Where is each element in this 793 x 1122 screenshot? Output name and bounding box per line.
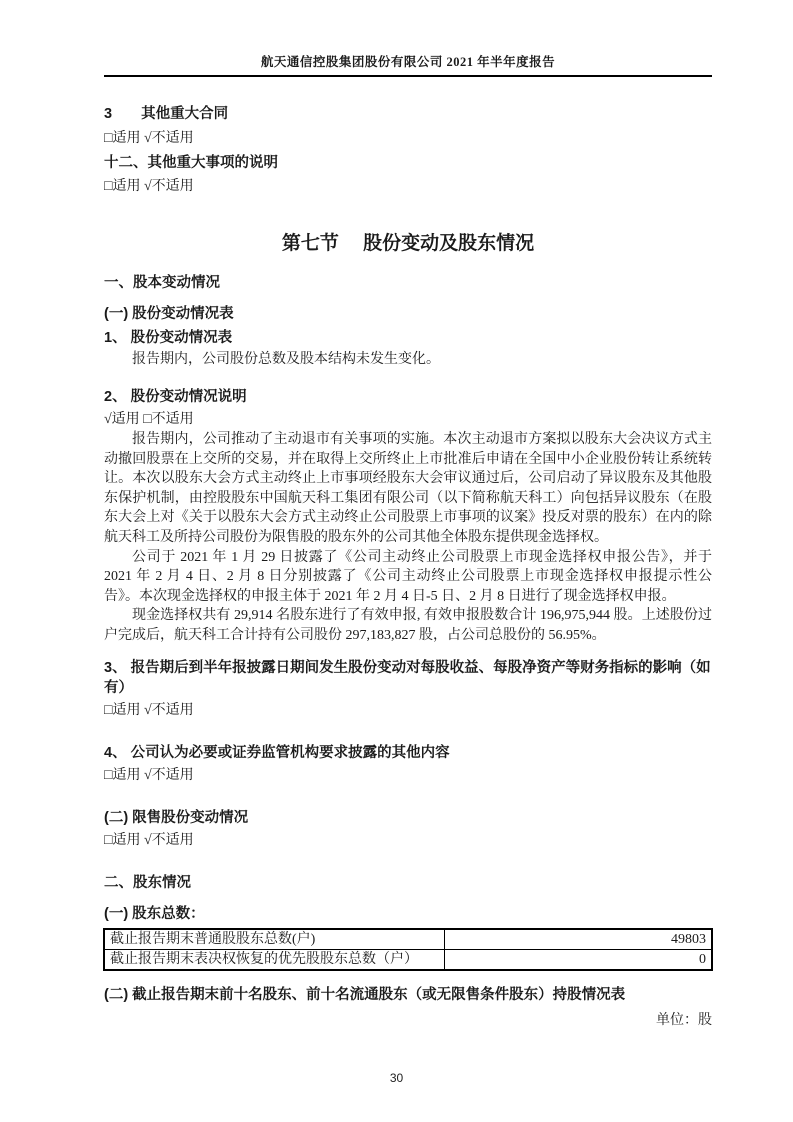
heading-top10-shareholders: (二) 截止报告期末前十名股东、前十名流通股东（或无限售条件股东）持股情况表 xyxy=(104,986,626,1003)
page-number: 30 xyxy=(389,1071,404,1085)
heading-shareholder-total: (一) 股东总数： xyxy=(104,905,205,922)
heading-other-disclosure: 4、 公司认为必要或证券监管机构要求披露的其他内容 xyxy=(104,744,450,761)
table-row xyxy=(105,949,712,969)
paragraph-cash-option-announcements: 公司于 2021 年 1 月 29 日披露了《公司主动终止公司股票上市现金选择权申报公告》，并于 2021 年 2 月 4 日、2 月 8 日分别披露了《公司主动终止公司股票上市现金选择权申报提示性公告》。本次现金选择权的申报主体于 2021 年 2 月 4 日-5 日、2 月 8 日进行了现金选择权申报。 xyxy=(104,549,712,604)
row-label-ordinary-shareholders: 截止报告期末普通股股东总数(户) xyxy=(105,929,445,949)
heading-impact-on-indicators: 3、 报告期后到半年报披露日期间发生股份变动对每股收益、每股净资产等财务指标的影响（如有） xyxy=(104,659,711,696)
paragraph-delisting-plan: 报告期内，公司推动了主动退市有关事项的实施。本次主动退市方案拟以股东大会决议方式主动撤回股票在上交所的交易，并在取得上交所终止上市批准后申请在全国中小企业股份转让系统转让。本次以股东大会方式主动终止上市事项经股东大会审议通过后，公司启动了异议股东及其他股东保护机制，由控股股东中国航天科工集团有限公司（以下简称航天科工）向包括异议股东（在股东大会上对《关于以股东大会方式主动终止公司股票上市事项的议案》投反对票的股东）在内的除航天科工及所持公司股份为限售股的股东外的公司其他全体股东提供现金选择权。 xyxy=(104,432,712,545)
table-row xyxy=(105,929,712,949)
applicability-impact: □适用 √不适用 xyxy=(104,702,194,718)
row-value-ordinary-shareholders: 49803 xyxy=(444,929,711,949)
row-label-preferred-shareholders: 截止报告期末表决权恢复的优先股股东总数（户） xyxy=(105,949,445,969)
applicability-restricted-shares: □适用 √不适用 xyxy=(104,832,194,848)
applicability-other-disclosure: □适用 √不适用 xyxy=(104,767,194,783)
heading-shareholder-situation: 二、股东情况 xyxy=(104,874,191,891)
applicability-share-change-note: √适用 □不适用 xyxy=(104,412,194,427)
heading-other-major-matters: 十二、其他重大事项的说明 xyxy=(104,155,278,171)
heading-restricted-shares: (二) 限售股份变动情况 xyxy=(104,809,249,826)
heading-share-change-table-section: (一) 股份变动情况表 xyxy=(104,306,234,322)
running-header: 航天通信控股集团股份有限公司 2021 年半年度报告 xyxy=(104,0,712,77)
unit-note: 单位：股 xyxy=(656,1012,712,1028)
text-no-change: 报告期内，公司股份总数及股本结构未发生变化。 xyxy=(132,352,440,367)
heading-capital-changes: 一、股本变动情况 xyxy=(104,275,220,291)
applicability-other-major-matters: □适用 √不适用 xyxy=(104,179,194,194)
row-value-preferred-shareholders: 0 xyxy=(444,949,711,969)
chapter-title: 第七节 股份变动及股东情况 xyxy=(281,233,535,254)
paragraph-cash-option-results: 现金选择权共有 29,914 名股东进行了有效申报, 有效申报股数合计 196,975,944 股。上述股份过户完成后，航天科工合计持有公司股份 297,183,827 股，占公司总股份的 56.95%。 xyxy=(104,608,712,643)
page-content xyxy=(104,0,712,1031)
shareholder-count-table xyxy=(104,929,712,970)
heading-other-major-contracts: 3 其他重大合同 xyxy=(104,106,229,122)
heading-share-change-table: 1、 股份变动情况表 xyxy=(104,330,233,346)
applicability-other-major-contracts: □适用 √不适用 xyxy=(104,131,194,146)
heading-share-change-note: 2、 股份变动情况说明 xyxy=(104,389,247,405)
